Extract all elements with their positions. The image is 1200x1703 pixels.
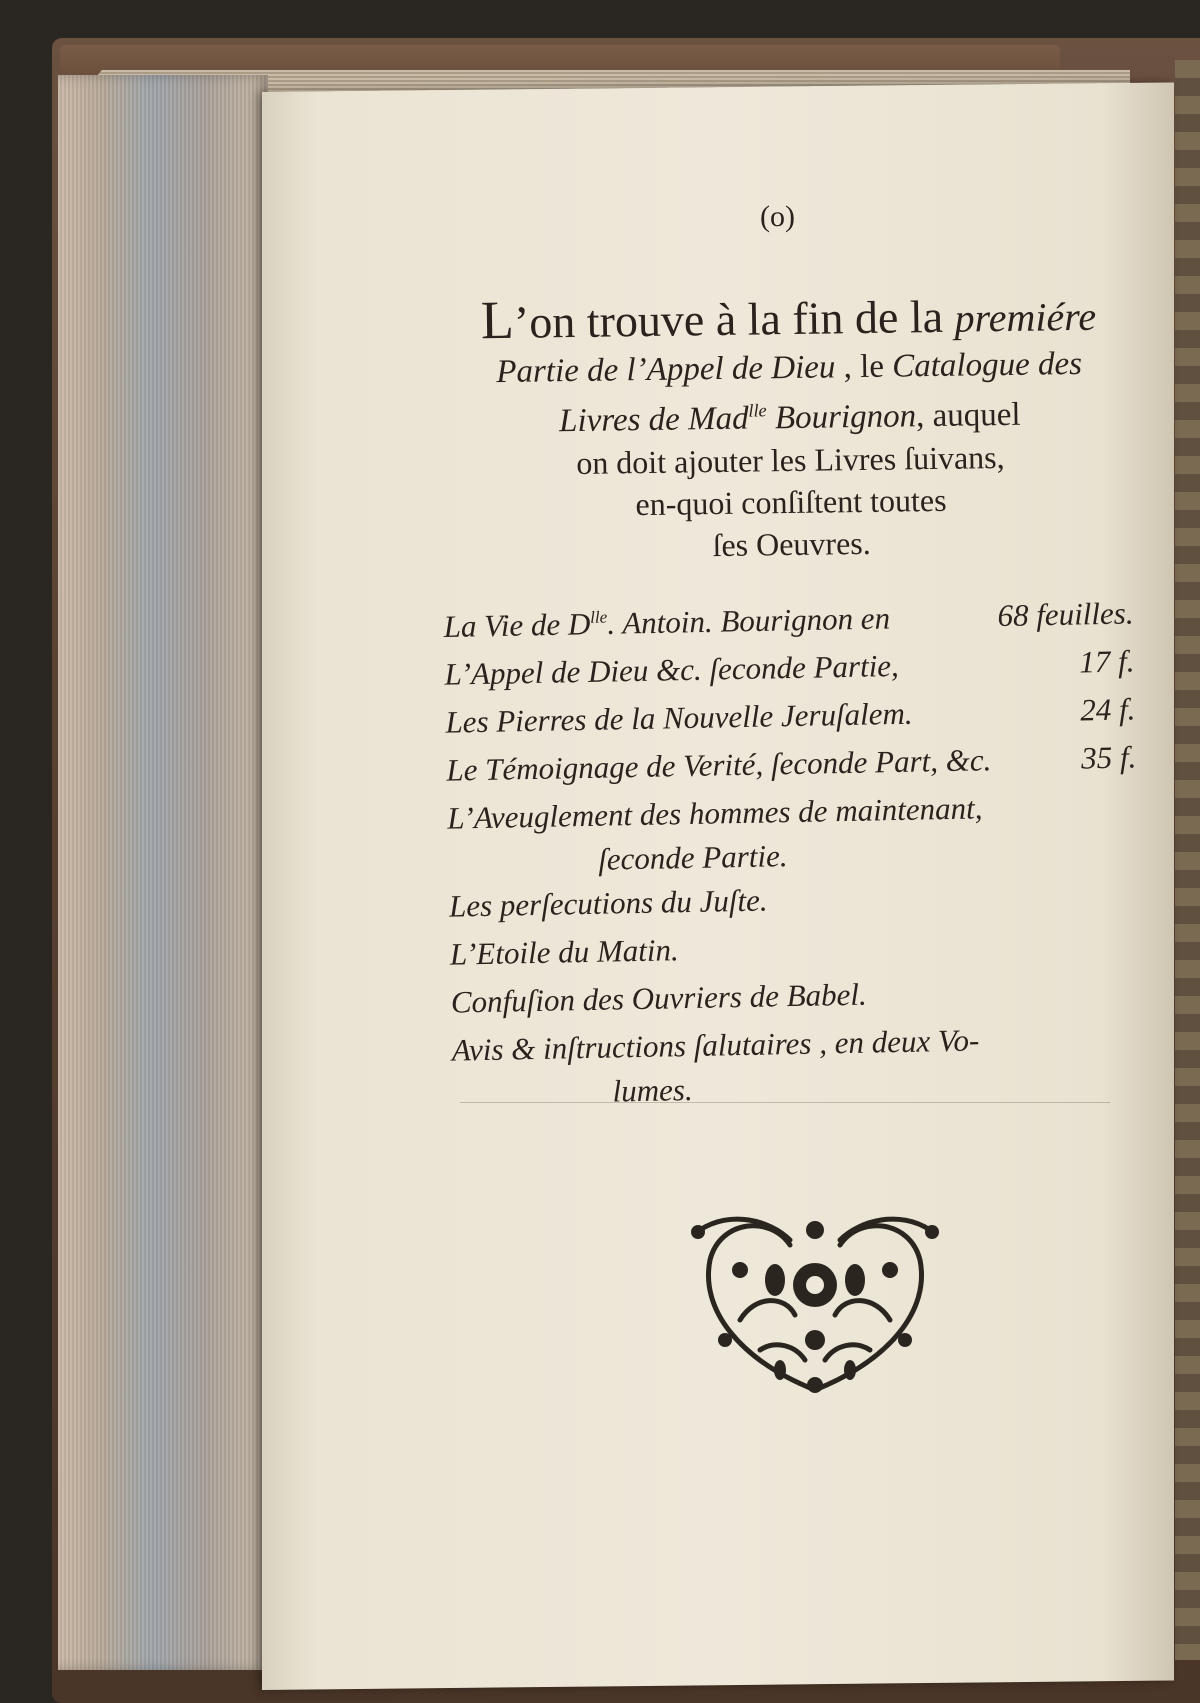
divider [460,1102,1110,1103]
floral-tailpiece-icon [680,1200,950,1405]
list-item: L’Aveuglement des hommes de maintenant, [447,790,983,836]
book-spine [1175,60,1200,1660]
sheet-count: 24 f. [1079,691,1136,728]
heading-line-5: en-quoi conſiſtent toutes [635,481,947,523]
page-number: (o) [760,200,795,233]
page-heading [428,285,1152,570]
list-item: La Vie de $D^{lle}$. Antoin. Bourignon en 68 feuilles. [443,583,1134,651]
list-item: L’Etoile du Matin. [449,932,680,972]
sheet-count: 68 feuilles. [997,595,1134,634]
list-item-continuation: ſeconde Partie. [597,838,788,878]
heading-line-3: Livres de Mad$^{lle}$ Bourignon, auquel [558,396,1021,440]
list-item: Avis & inſtructions ſalutaires , en deux Vo- [451,1022,980,1068]
heading-line-2: Partie de l’Appel de Dieu , le Catalogue des [496,345,1083,391]
heading-line-6: ſes Oeuvres. [712,524,871,564]
list-item-continuation: lumes. [612,1072,694,1109]
list-item: Le Témoignage de Verité, ſeconde Part, &c. 35 f. [446,734,1137,795]
sheet-count: 35 f. [1080,739,1137,776]
heading-line-1: L’on trouve à la fin de la premiére [480,289,1097,351]
list-item: Les Pierres de la Nouvelle Jeruſalem. 24 f. [445,686,1136,747]
works-list [443,583,1143,1114]
list-item: L’Appel de Dieu &c. ſeconde Partie, 17 f. [444,638,1135,699]
sheet-count: 17 f. [1079,643,1135,680]
page-block-edge [58,75,268,1670]
list-item: Les perſecutions du Juſte. [448,882,768,924]
list-item: Confuſion des Ouvriers de Babel. [450,976,868,1020]
heading-line-4: on doit ajouter les Livres ſuivans, [576,439,1005,481]
